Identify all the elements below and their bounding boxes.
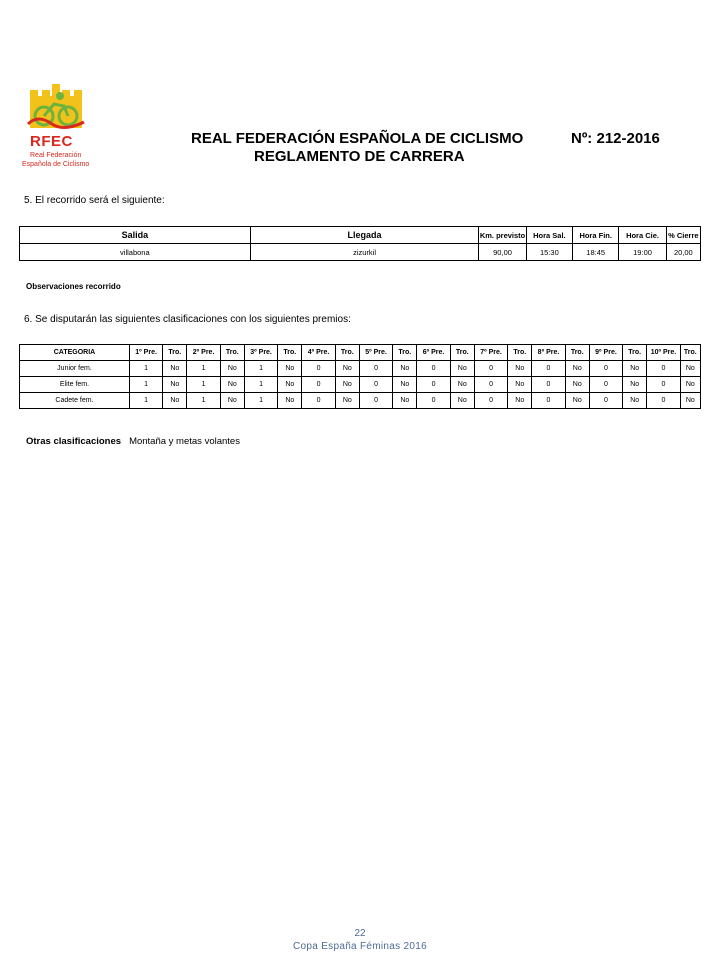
table-cell: 0 [647,377,680,393]
col-hora-salida: Hora Sal. [526,227,572,244]
table-cell: 1 [244,377,277,393]
cell-categoria: Junior fem. [20,361,130,377]
observaciones-label: Observaciones recorrido [26,282,121,291]
table-cell: No [450,361,474,377]
table-cell: 1 [244,393,277,409]
table-cell: 0 [474,361,507,377]
cell-salida: villabona [20,244,251,261]
col-header: Tro. [335,345,359,361]
col-header: 4º Pre. [302,345,335,361]
table-cell: No [450,377,474,393]
table-cell: No [278,377,302,393]
table-row [20,361,701,377]
table-cell: No [163,377,187,393]
table-cell: No [220,361,244,377]
col-header: Tro. [278,345,302,361]
cell-hora-cierre: 19:00 [619,244,666,261]
col-llegada: Llegada [250,227,479,244]
table-cell: No [565,393,589,409]
col-porcentaje-cierre: % Cierre [666,227,700,244]
col-header: 10º Pre. [647,345,680,361]
table-cell: 0 [647,393,680,409]
table-row [20,393,701,409]
table-cell: 0 [302,361,335,377]
table-cell: 1 [244,361,277,377]
table-cell: 0 [589,361,622,377]
cell-llegada: zizurkil [250,244,479,261]
col-header: 8º Pre. [532,345,565,361]
table-cell: 1 [187,361,220,377]
table-cell: 0 [589,393,622,409]
table-cell: No [508,377,532,393]
col-header: Tro. [393,345,417,361]
otras-label: Otras clasificaciones [26,436,122,447]
table-cell: No [680,377,700,393]
table-cell: 0 [474,393,507,409]
table-cell: 1 [187,377,220,393]
table-cell: 1 [129,361,162,377]
table-cell: No [623,377,647,393]
table-cell: 0 [532,393,565,409]
table-cell: 0 [359,393,392,409]
col-km-previsto: Km. previsto [479,227,526,244]
table-cell: No [450,393,474,409]
cell-hora-salida: 15:30 [526,244,572,261]
table-cell: 0 [589,377,622,393]
table-cell: No [163,361,187,377]
col-header: Tro. [680,345,700,361]
table-cell: No [220,393,244,409]
col-header: Tro. [450,345,474,361]
table-cell: 0 [532,377,565,393]
col-categoria: CATEGORIA [20,345,130,361]
table-cell: 0 [647,361,680,377]
table-cell: No [393,393,417,409]
classification-header-row [20,345,701,361]
table-cell: No [565,377,589,393]
col-header: Tro. [623,345,647,361]
table-cell: No [623,361,647,377]
col-hora-fin: Hora Fin. [573,227,619,244]
col-header: 5º Pre. [359,345,392,361]
table-cell: No [163,393,187,409]
table-cell: No [680,361,700,377]
col-header: 1º Pre. [129,345,162,361]
table-cell: No [335,361,359,377]
col-header: 3º Pre. [244,345,277,361]
table-cell: No [565,361,589,377]
document-title: REAL FEDERACIÓN ESPAÑOLA DE CICLISMO [191,130,524,147]
table-cell: No [220,377,244,393]
table-cell: 0 [359,361,392,377]
col-header: 7º Pre. [474,345,507,361]
table-cell: 0 [302,377,335,393]
table-cell: 0 [474,377,507,393]
table-cell: 0 [417,393,450,409]
col-hora-cierre: Hora Cie. [619,227,666,244]
cell-km-previsto: 90,00 [479,244,526,261]
section-5-heading: 5. El recorrido será el siguiente: [24,195,165,206]
document-number: Nº: 212-2016 [571,130,660,147]
col-salida: Salida [20,227,251,244]
table-cell: 0 [532,361,565,377]
cell-hora-fin: 18:45 [573,244,619,261]
col-header: Tro. [220,345,244,361]
table-cell: No [393,377,417,393]
cell-categoria: Elite fem. [20,377,130,393]
otras-value: Montaña y metas volantes [129,436,240,447]
cell-categoria: Cadete fem. [20,393,130,409]
col-header: 2º Pre. [187,345,220,361]
table-cell: No [335,393,359,409]
table-cell: No [508,361,532,377]
route-header-row [20,227,701,244]
col-header: Tro. [565,345,589,361]
cell-porcentaje-cierre: 20,00 [666,244,700,261]
table-cell: 1 [129,377,162,393]
table-cell: 0 [302,393,335,409]
col-header: Tro. [508,345,532,361]
section-6-heading: 6. Se disputarán las siguientes clasificaciones con los siguientes premios: [24,314,351,325]
footer-title: Copa España Féminas 2016 [293,941,427,952]
table-row [20,244,701,261]
table-cell: 1 [187,393,220,409]
classification-table [19,344,701,409]
table-cell: No [278,393,302,409]
table-cell: No [278,361,302,377]
otras-clasificaciones [26,436,240,447]
table-cell: 0 [359,377,392,393]
col-header: 9º Pre. [589,345,622,361]
rfec-emblem-icon [24,84,88,134]
rfec-logo [22,84,96,180]
page-number: 22 [354,928,366,939]
table-row [20,377,701,393]
table-cell: No [680,393,700,409]
col-header: Tro. [163,345,187,361]
logo-abbreviation: RFEC [30,133,73,150]
logo-name-line2: Española de Ciclismo [22,161,90,168]
table-cell: No [508,393,532,409]
document-subtitle: REGLAMENTO DE CARRERA [254,148,465,165]
logo-name-line1: Real Federación [30,152,82,159]
table-cell: No [393,361,417,377]
col-header: 6º Pre. [417,345,450,361]
table-cell: 0 [417,361,450,377]
table-cell: No [335,377,359,393]
table-cell: 0 [417,377,450,393]
table-cell: 1 [129,393,162,409]
table-cell: No [623,393,647,409]
route-table [19,226,701,261]
